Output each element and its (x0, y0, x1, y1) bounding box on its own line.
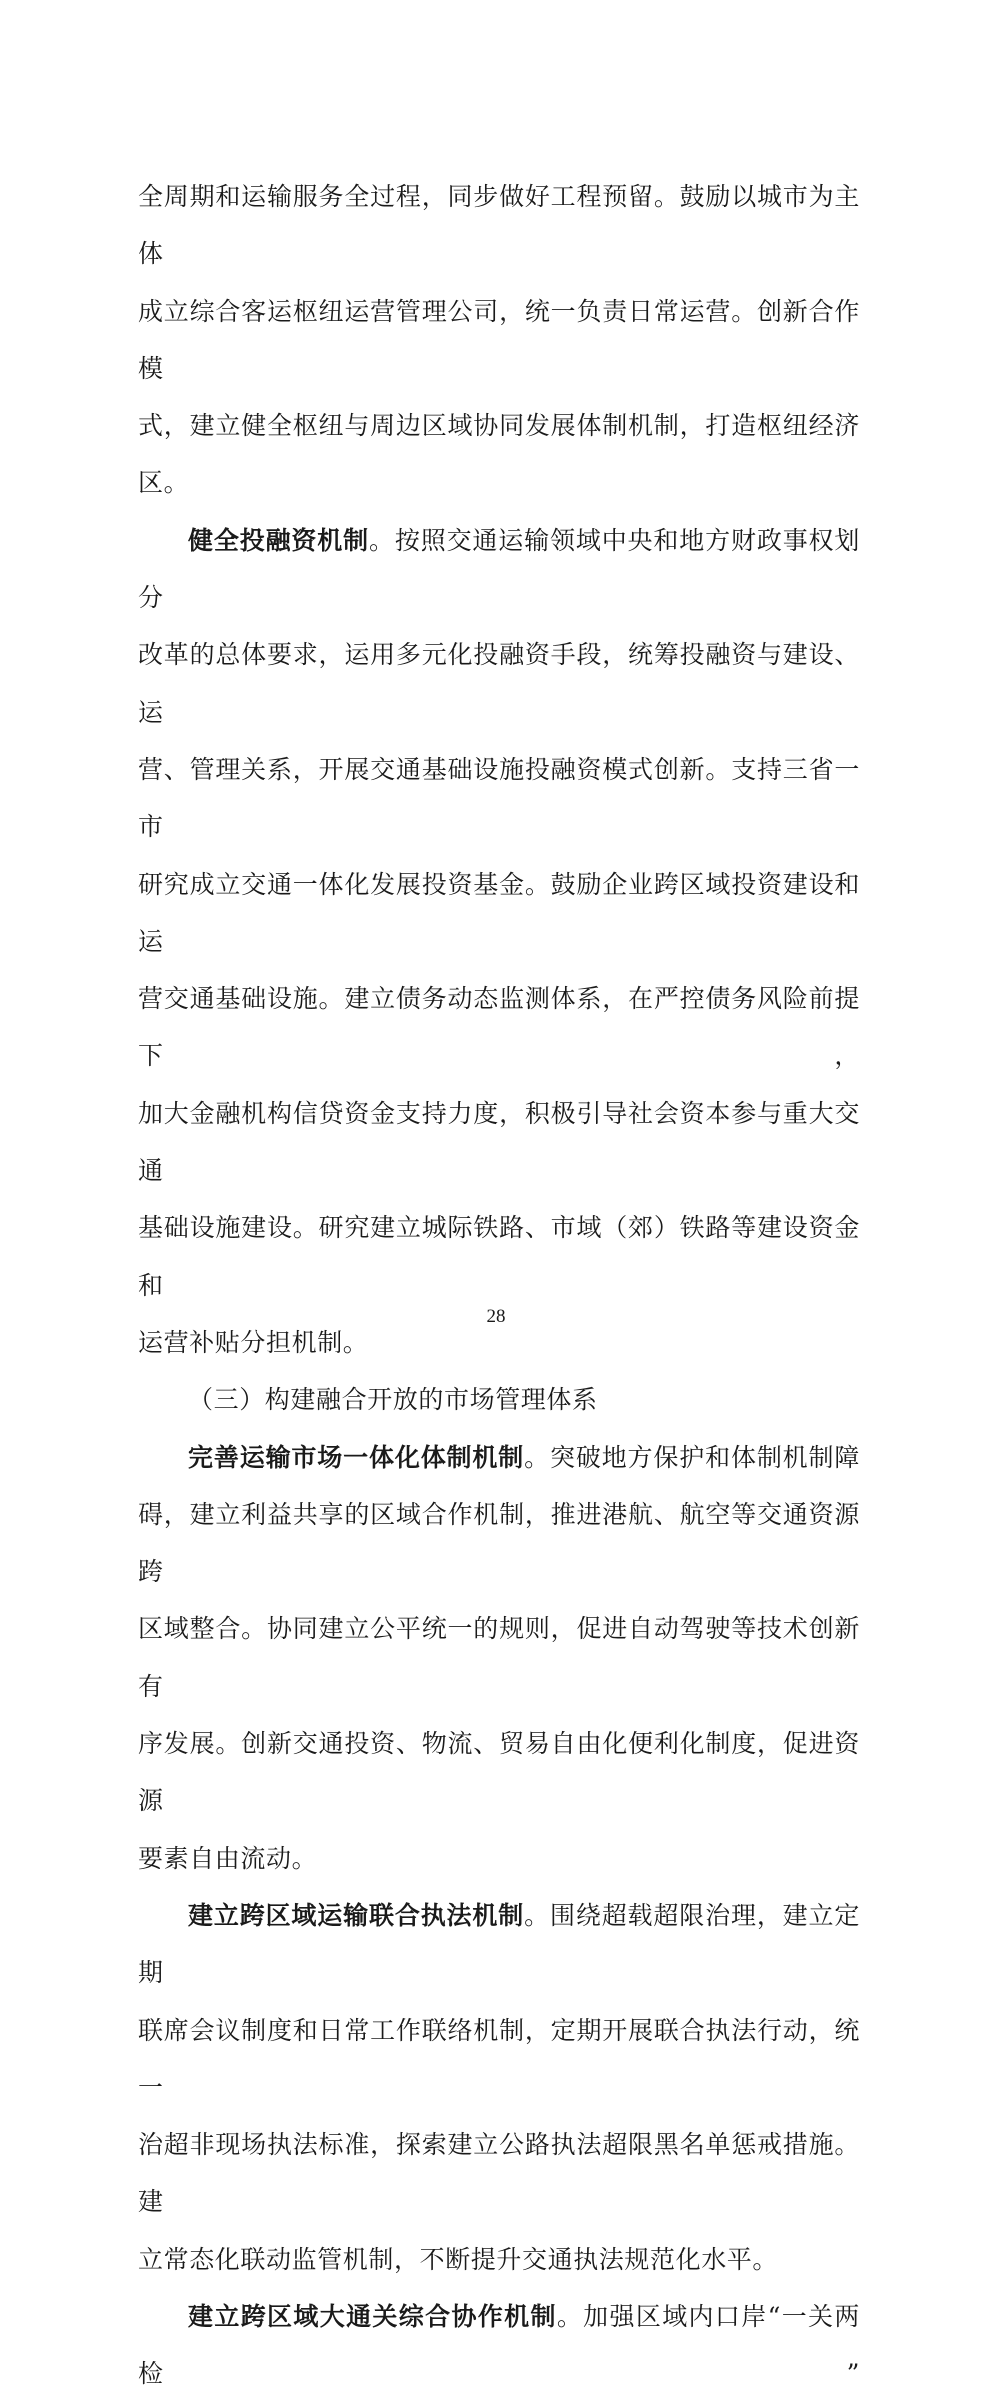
text-line: 加大金融机构信贷资金支持力度，积极引导社会资本参与重大交通 (138, 1098, 860, 1186)
text-line: 运营补贴分担机制。 (138, 1327, 369, 1357)
text-line: 营交通基础设施。建立债务动态监测体系，在严控债务风险前提下， (138, 984, 860, 1071)
text-line: 成立综合客运枢纽运营管理公司，统一负责日常运营。创新合作模 (138, 296, 860, 383)
text-run: 。突破地方保护和体制机制障 (524, 1442, 860, 1472)
text-line (138, 512, 860, 627)
text-line: 营、管理关系，开展交通基础设施投融资模式创新。支持三省一市 (138, 754, 860, 842)
text-run: 。围绕超载超限治理，建立定期 (138, 1900, 860, 1988)
text-line (138, 2288, 860, 2403)
text-line: 全周期和运输服务全过程，同步做好工程预留。鼓励以城市为主体 (138, 182, 860, 269)
text-line (138, 1429, 860, 1486)
text-run: 。加强区域内口岸“一关两检” (138, 2301, 860, 2389)
paragraph-keyword: 健全投融资机制 (188, 525, 369, 555)
paragraph-keyword: 建立跨区域大通关综合协作机制 (188, 2301, 557, 2331)
text-run: 。按照交通运输领域中央和地方财政事权划分 (138, 525, 861, 613)
text-line: 基础设施建设。研究建立城际铁路、市域（郊）铁路等建设资金和 (138, 1213, 860, 1300)
paragraph-hub-operation (138, 168, 860, 512)
paragraph-keyword: 建立跨区域运输联合执法机制 (188, 1900, 525, 1930)
paragraph-customs-clearance (138, 2288, 860, 2403)
text-line: 序发展。创新交通投资、物流、贸易自由化便利化制度，促进资源 (138, 1729, 860, 1816)
text-line: 区域整合。协同建立公平统一的规则，促进自动驾驶等技术创新有 (138, 1614, 860, 1701)
text-line: 要素自由流动。 (138, 1843, 318, 1873)
paragraph-investment-financing (138, 512, 860, 1371)
text-line: 治超非现场执法标准，探索建立公路执法超限黑名单惩戒措施。建 (138, 2130, 860, 2217)
page-number: 28 (486, 1306, 506, 1327)
paragraph-joint-enforcement (138, 1887, 860, 2288)
text-line: 研究成立交通一体化发展投资基金。鼓励企业跨区域投资建设和运 (138, 869, 860, 956)
document-body (138, 168, 860, 2403)
text-line: 立常态化联动监管机制，不断提升交通执法规范化水平。 (138, 2244, 779, 2274)
paragraph-market-integration (138, 1429, 860, 1887)
text-line: 式，建立健全枢纽与周边区域协同发展体制机制，打造枢纽经济区。 (138, 411, 860, 498)
text-line (138, 1887, 860, 2002)
section-heading: （三）构建融合开放的市场管理体系 (188, 1385, 598, 1415)
text-line: 改革的总体要求，运用多元化投融资手段，统筹投融资与建设、运 (138, 640, 860, 727)
paragraph-keyword: 完善运输市场一体化体制机制 (188, 1442, 525, 1472)
text-line: 碍，建立利益共享的区域合作机制，推进港航、航空等交通资源跨 (138, 1499, 860, 1587)
text-line: 联席会议制度和日常工作联络机制，定期开展联合执法行动，统一 (138, 2015, 860, 2102)
